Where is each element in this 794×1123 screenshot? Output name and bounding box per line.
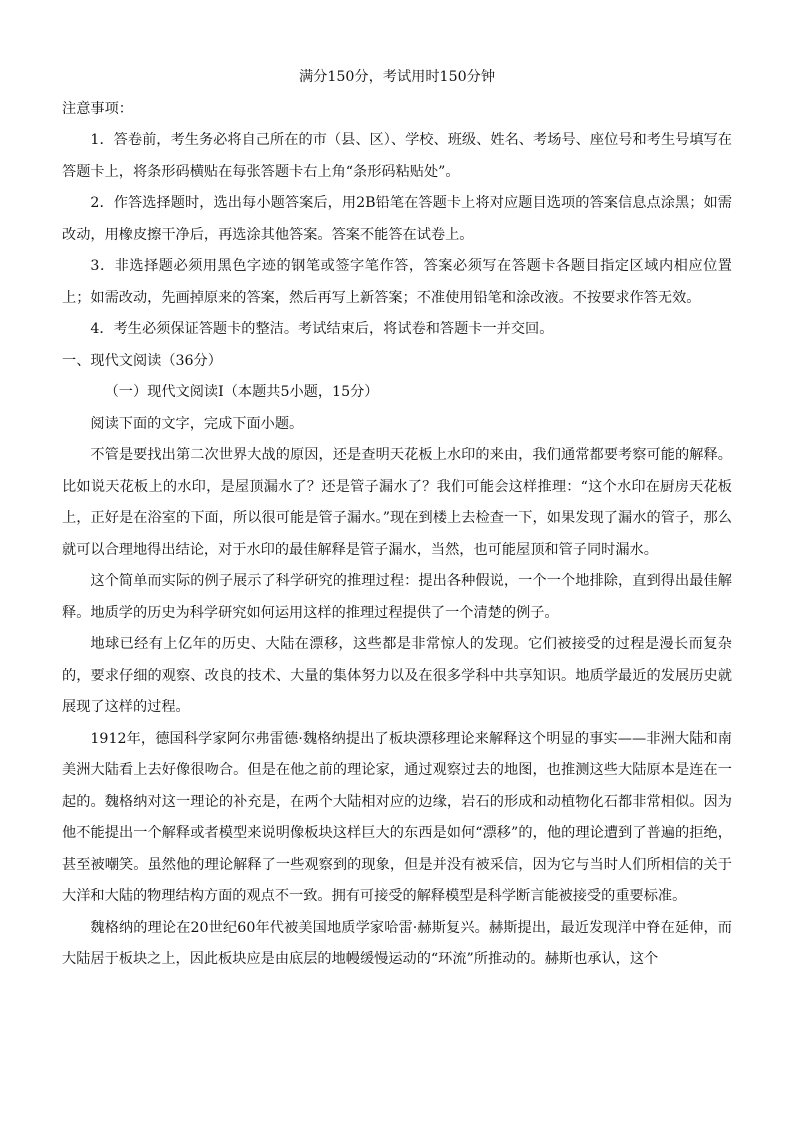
reading-instruction: 阅读下面的文字，完成下面小题。 [90,415,304,432]
article-paragraph-5: 魏格纳的理论在20世纪60年代被美国地质学家哈雷·赫斯复兴。赫斯提出，最近发现洋中脊在延伸，而大陆居于板块之上，因此板块应是由底层的地幔缓慢运动的“环流”所推动的。赫斯也承认，这个 [62,919,732,967]
section-subtitle: （一）现代文阅读Ⅰ（本题共5小题，15分） [104,384,379,400]
notice-item-2: 2．作答选择题时，选出每小题答案后，用2B铅笔在答题卡上将对应题目选项的答案信息点涂黑；如需改动，用橡皮擦干净后，再选涂其他答案。答案不能答在试卷上。 [62,195,732,243]
article-paragraph-2: 这个简单而实际的例子展示了科学研究的推理过程：提出各种假说，一个一个地排除，直到得出最佳解释。地质学的历史为科学研究如何运用这样的推理过程提供了一个清楚的例子。 [62,573,732,621]
article-paragraph-4: 1912年，德国科学家阿尔弗雷德·魏格纳提出了板块漂移理论来解释这个明显的事实——非洲大陆和南美洲大陆看上去好像很吻合。但是在他之前的理论家，通过观察过去的地图，也推测这些大陆原本是连在一起的。魏格纳对这一理论的补充是，在两个大陆相对应的边缘，岩石的形成和动植物化石都非常相似。因为他不能提出一个解释或者模型来说明像板块这样巨大的东西是如何“漂移”的，他的理论遭到了普遍的拒绝，甚至被嘲笑。虽然他的理论解释了一些观察到的现象，但是并没有被采信，因为它与当时人们所相信的关于大洋和大陆的物理结构方面的观点不一致。拥有可接受的解释模型是科学断言能被接受的重要标准。 [62,730,732,904]
notice-title: 注意事项： [62,100,133,117]
section-title: 一、现代文阅读（36分） [62,352,222,369]
notice-item-1: 1．答卷前，考生务必将自己所在的市（县、区）、学校、班级、姓名、考场号、座位号和考生号填写在答题卡上，将条形码横贴在每张答题卡右上角“条形码粘贴处”。 [62,132,732,180]
notice-item-4: 4．考生必须保证答题卡的整洁。考试结束后，将试卷和答题卡一并交回。 [90,321,554,337]
notice-item-3: 3．非选择题必须用黑色字迹的钢笔或签字笔作答，答案必须写在答题卡各题目指定区域内相应位置上；如需改动，先画掉原来的答案，然后再写上新答案；不准使用铅笔和涂改液。不按要求作答无效。 [62,258,732,306]
exam-page [62,62,732,976]
article-paragraph-1: 不管是要找出第二次世界大战的原因，还是查明天花板上水印的来由，我们通常都要考察可能的解释。比如说天花板上的水印，是屋顶漏水了？还是管子漏水了？我们可能会这样推理：“这个水印在厨房天花板上，正好是在浴室的下面，所以很可能是管子漏水。”现在到楼上去检查一下，如果发现了漏水的管子，那么就可以合理地得出结论，对于水印的最佳解释是管子漏水，当然，也可能屋顶和管子同时漏水。 [62,447,732,558]
article-paragraph-3: 地球已经有上亿年的历史、大陆在漂移，这些都是非常惊人的发现。它们被接受的过程是漫长而复杂的，要求仔细的观察、改良的技术、大量的集体努力以及在很多学科中共享知识。地质学最近的发展历史就展现了这样的过程。 [62,636,732,715]
exam-info: 满分150分，考试用时150分钟 [298,69,496,85]
